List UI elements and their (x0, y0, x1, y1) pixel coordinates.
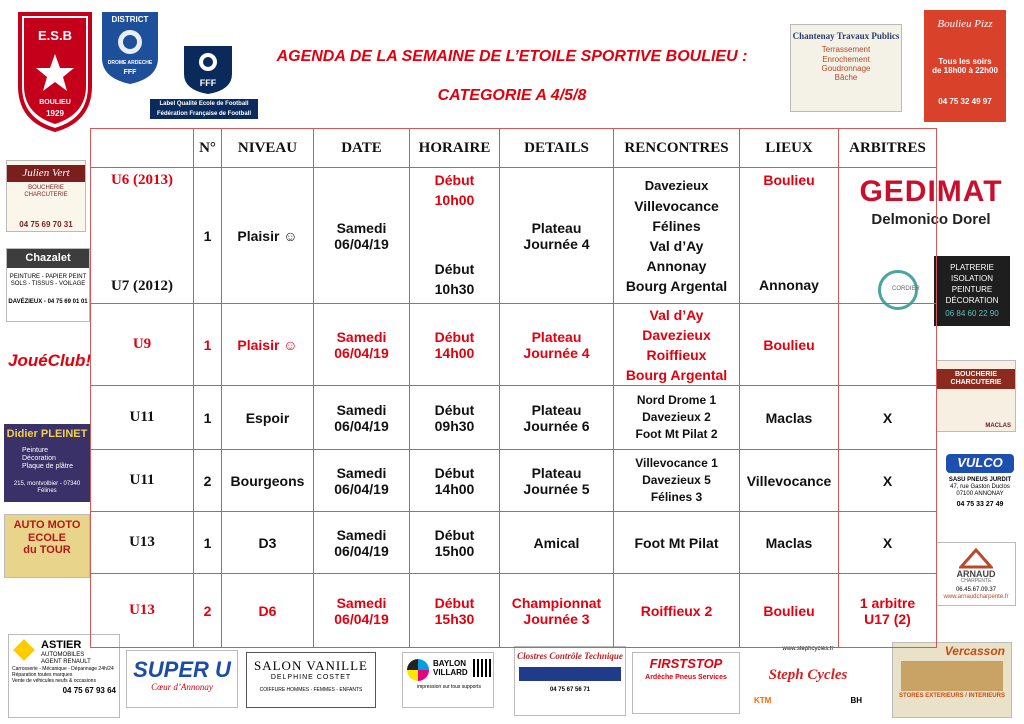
sponsor-clostres (514, 646, 626, 716)
boucherie-place: MACLAS (985, 423, 1011, 430)
arbitres-cell: X (839, 450, 937, 512)
horaire-cell (410, 168, 500, 304)
details-type: Plateau (531, 401, 582, 418)
chazalet-name: Chazalet (7, 249, 89, 268)
date-day: Samedi (336, 328, 387, 345)
auto-moto-l3: du TOUR (23, 544, 71, 557)
details-cell: Amical (500, 512, 614, 574)
chantenay-l5: Bâche (834, 72, 858, 82)
arnaud-sub: CHARPENTE (960, 578, 992, 585)
roof-icon (959, 547, 993, 569)
firststop-name: FIRSTSTOP (649, 656, 723, 671)
super-u-name: SUPER U (133, 657, 231, 682)
firststop-sub: Ardèche Pneus Services (645, 673, 727, 681)
category-u7: U7 (2012) (110, 278, 174, 294)
table-row (91, 450, 937, 512)
vulco-name: VULCO (946, 454, 1014, 473)
date-value: 06/04/19 (334, 417, 389, 434)
table-row (91, 386, 937, 450)
baylon-name: BAYLON VILLARD (433, 659, 468, 677)
date-day: Samedi (336, 594, 387, 611)
sponsor-super-u (126, 650, 238, 708)
horaire-time: 15h30 (434, 610, 475, 627)
lieux-cell (740, 168, 839, 304)
rencontre-item: Annonay (646, 257, 707, 274)
number-cell: 1 (194, 386, 222, 450)
horaire-label: Début (434, 328, 475, 345)
rencontre-item: Roiffieux (646, 346, 707, 363)
vulco-l1: SASU PNEUS JURDIT (948, 476, 1012, 483)
horaire-cell (410, 450, 500, 512)
rencontre-item: Bourg Argental (625, 366, 728, 383)
page-subtitle: CATEGORIE A 4/5/8 (437, 87, 587, 104)
didier-name: Didier PLEINET (6, 428, 88, 440)
cordier-name: CORDIER (892, 286, 920, 292)
details-type: Plateau (531, 328, 582, 345)
salon-owner: DELPHINE COSTET (270, 673, 352, 681)
horaire-label: Début (434, 526, 475, 543)
horaire-label: Début (434, 594, 475, 611)
astier-l1: Carrosserie - Mécanique - Dépannage 24h/24 (12, 666, 114, 673)
stephcycles-name: Steph Cycles (768, 666, 848, 683)
horaire-a-label: Début (434, 172, 475, 188)
header-category (91, 129, 194, 168)
details-type: Plateau (531, 464, 582, 481)
date-value: 06/04/19 (334, 344, 389, 361)
sponsor-baylon (402, 652, 494, 708)
rencontres-cell (614, 450, 740, 512)
table-header-row (91, 129, 937, 168)
astier-l3: Vente de véhicules neufs & occasions (12, 677, 96, 684)
arbitres-cell: X (839, 512, 937, 574)
niveau-cell: Plaisir ☺ (222, 304, 314, 386)
arbitre-line1: 1 arbitre (859, 594, 916, 611)
lieu-a: Boulieu (763, 172, 815, 188)
sponsor-julien-vert (6, 160, 86, 232)
clostres-name: Clostres Contrôle Technique (517, 651, 623, 661)
sponsor-chazalet (6, 248, 90, 322)
rencontre-item: Davezieux (642, 326, 711, 343)
rencontres-cell (614, 304, 740, 386)
chantenay-l4: Goudronnage (821, 63, 871, 73)
pizza-name: Boulieu Pizz (937, 18, 993, 30)
category-cell: U11 (91, 386, 194, 450)
horaire-label: Début (434, 464, 475, 481)
page-title: AGENDA DE LA SEMAINE DE L’ETOILE SPORTIVE BOULIEU : (276, 48, 748, 65)
lieux-cell: Maclas (740, 386, 839, 450)
rencontre-item: Davezieux 5 (642, 473, 711, 487)
sponsor-firststop (632, 652, 740, 714)
esb-logo-name: BOULIEU (39, 99, 71, 106)
date-cell (314, 168, 410, 304)
details-cell (500, 168, 614, 304)
niveau-cell: Espoir (222, 386, 314, 450)
sponsor-vulco (942, 452, 1018, 528)
header-details: DETAILS (500, 129, 614, 168)
horaire-cell (410, 512, 500, 574)
date-day: Samedi (336, 219, 387, 236)
didier-l1: Peinture (22, 446, 49, 454)
category-cell: U11 (91, 450, 194, 512)
clostres-phone: 04 75 67 56 71 (549, 687, 591, 694)
arbitres-cell (839, 574, 937, 648)
table-row (91, 574, 937, 648)
astier-name: ASTIER (41, 639, 82, 651)
lieux-cell: Boulieu (740, 574, 839, 648)
cordier-l1: PLATRERIE (950, 263, 994, 272)
table-row (91, 304, 937, 386)
header-niveau: NIVEAU (222, 129, 314, 168)
niveau-cell: Bourgeons (222, 450, 314, 512)
astier-sub2: AGENT RENAULT (41, 658, 91, 665)
date-cell (314, 304, 410, 386)
details-type: Championnat (511, 594, 602, 611)
horaire-cell (410, 386, 500, 450)
fff-caption-line2: Fédération Française de Football (156, 111, 252, 117)
vulco-l3: 07100 ANNONAY (956, 490, 1004, 497)
chazalet-l3: DAVÉZIEUX - 04 75 69 01 01 (8, 299, 88, 306)
stephcycles-bh: BH (850, 696, 862, 706)
astier-sub1: AUTOMOBILES (41, 651, 85, 658)
date-day: Samedi (336, 401, 387, 418)
sponsor-boulieu-pizza (924, 10, 1006, 122)
header-number: N° (194, 129, 222, 168)
horaire-time: 09h30 (434, 417, 475, 434)
auto-moto-l1: AUTO MOTO (13, 519, 81, 531)
horaire-cell (410, 574, 500, 648)
category-cell: U13 (91, 574, 194, 648)
niveau-cell: Plaisir ☺ (222, 168, 314, 304)
didier-l3: Plaque de plâtre (22, 462, 73, 470)
chantenay-l2: Terrassement (821, 45, 871, 55)
pizza-phone: 04 75 32 49 97 (938, 97, 992, 107)
auto-moto-l2: ECOLE (28, 531, 66, 544)
cordier-phone: 06 84 60 22 90 (945, 309, 999, 318)
district-logo-fff: FFF (123, 69, 137, 76)
horaire-time: 14h00 (434, 480, 475, 497)
lieu-b: Annonay (759, 277, 819, 293)
cordier-l3: PEINTURE (951, 285, 993, 294)
horaire-time: 14h00 (434, 344, 475, 361)
number-cell: 2 (194, 450, 222, 512)
sponsor-didier-pleinet (4, 424, 90, 502)
date-day: Samedi (336, 464, 387, 481)
lieux-cell: Boulieu (740, 304, 839, 386)
super-u-sub: Cœur d’Annonay (151, 682, 213, 693)
details-cell (500, 386, 614, 450)
rencontre-item: Davezieux 2 (642, 410, 711, 424)
sponsor-chantenay (790, 24, 902, 112)
rencontre-item: Davezieux (644, 177, 709, 193)
fff-logo-text: FFF (199, 78, 217, 88)
details-journee: Journée 3 (523, 610, 590, 627)
horaire-a-time: 10h00 (434, 192, 475, 208)
lieux-cell: Maclas (740, 512, 839, 574)
category-cell: U13 (91, 512, 194, 574)
horaire-b-time: 10h30 (434, 281, 475, 297)
chantenay-l3: Enrochement (822, 54, 870, 64)
date-cell (314, 450, 410, 512)
header-arbitres: ARBITRES (839, 129, 937, 168)
table-row (91, 512, 937, 574)
julien-vert-sub: BOUCHERIE CHARCUTERIE (24, 184, 68, 198)
astier-l2: Réparation toutes marques (12, 672, 73, 679)
pizza-hours2: de 18h00 à 22h00 (932, 65, 998, 75)
date-value: 06/04/19 (334, 480, 389, 497)
lieux-cell: Villevocance (740, 450, 839, 512)
niveau-cell: D6 (222, 574, 314, 648)
jouetclub-name: JouéClub! (8, 351, 92, 370)
rencontre-item: Villevocance 1 (635, 456, 718, 470)
gedimat-name: GEDIMAT (859, 175, 1003, 208)
horaire-time: 15h00 (434, 542, 475, 559)
details-cell (500, 304, 614, 386)
header-lieux: LIEUX (740, 129, 839, 168)
esb-logo-top: E.S.B (38, 28, 72, 43)
date-value: 06/04/19 (334, 542, 389, 559)
district-logo-top: DISTRICT (111, 15, 149, 24)
rencontre-item: Villevocance (634, 197, 719, 214)
details-cell (500, 450, 614, 512)
horaire-cell (410, 304, 500, 386)
horaire-b-label: Début (434, 261, 475, 277)
didier-l2: Décoration (22, 454, 56, 462)
rencontre-item: Bourg Argental (625, 277, 728, 294)
sponsor-jouetclub (8, 344, 92, 378)
sponsor-auto-moto (4, 514, 90, 578)
rencontre-item: Nord Drome 1 (636, 393, 717, 407)
details-journee: Journée 4 (523, 235, 590, 252)
district-logo (98, 8, 162, 86)
horaire-label: Début (434, 401, 475, 418)
sponsor-stephcycles (748, 646, 868, 718)
header-date: DATE (314, 129, 410, 168)
julien-vert-name: Julien Vert (7, 165, 85, 182)
chantenay-name: Chantenay Travaux Publics (792, 31, 900, 41)
category-cell: U9 (91, 304, 194, 386)
baylon-sub: impression sur tous supports (417, 684, 481, 690)
arbitres-cell (839, 304, 937, 386)
details-journee: Journée 4 (523, 344, 590, 361)
fff-caption-line1: Label Qualité Ecole de Football (159, 101, 249, 107)
vercasson-sub: STORES EXTERIEURS / INTERIEURS (899, 692, 1005, 699)
arnaud-name: ARNAUD (956, 569, 996, 579)
sponsor-arnaud (936, 542, 1016, 606)
stephcycles-url: www.stephcycles.fr (782, 646, 834, 652)
number-cell: 1 (194, 304, 222, 386)
boucherie-name: BOUCHERIE CHARCUTERIE (937, 369, 1015, 389)
rencontre-item: Félines (652, 217, 701, 234)
details-journee: Journée 6 (523, 417, 590, 434)
stephcycles-ktm: KTM (754, 696, 772, 706)
rencontres-cell (614, 386, 740, 450)
date-value: 06/04/19 (334, 610, 389, 627)
arbitres-cell (839, 168, 937, 304)
rencontre-item: Val d’Ay (649, 306, 704, 323)
chazalet-l2: SOLS - TISSUS - VOILAGE (10, 280, 86, 287)
date-cell (314, 574, 410, 648)
date-value: 06/04/19 (334, 235, 389, 252)
arnaud-web: www.arnaudcharpente.fr (943, 593, 1009, 600)
arbitres-cell: X (839, 386, 937, 450)
details-journee: Journée 5 (523, 480, 590, 497)
didier-addr: 215, montvolbier - 07340 Félines (13, 480, 81, 494)
date-cell (314, 386, 410, 450)
sponsor-boucherie-maclas (936, 360, 1016, 432)
table-row (91, 168, 937, 304)
rencontres-cell (614, 168, 740, 304)
agenda-table (90, 128, 937, 648)
cordier-l2: ISOLATION (950, 274, 994, 283)
sponsor-salon-vanille (246, 652, 376, 708)
salon-name: SALON VANILLE (254, 658, 368, 673)
arnaud-phone: 06.45.67.09.37 (955, 587, 997, 594)
qr-code-icon (473, 659, 491, 677)
julien-vert-phone: 04 75 69 70 31 (19, 220, 73, 230)
rencontre-item: Val d’Ay (649, 237, 704, 254)
fff-logo (178, 44, 238, 96)
salon-sub: COIFFURE HOMMES - FEMMES - ENFANTS (259, 686, 363, 693)
rencontres-cell: Foot Mt Pilat (614, 512, 740, 574)
esb-logo (14, 8, 96, 132)
header-horaire: HORAIRE (410, 129, 500, 168)
rencontres-cell: Roiffieux 2 (614, 574, 740, 648)
details-type: Plateau (531, 219, 582, 236)
sponsor-vercasson (892, 642, 1012, 718)
astier-phone: 04 75 67 93 64 (62, 685, 116, 695)
esb-logo-year: 1929 (46, 109, 64, 118)
cordier-l4: DÉCORATION (945, 296, 999, 305)
number-cell: 1 (194, 512, 222, 574)
arbitre-line2: U17 (2) (864, 610, 911, 627)
header-rencontres: RENCONTRES (614, 129, 740, 168)
gedimat-sub: Delmonico Dorel (871, 211, 991, 228)
vercasson-name: Vercasson (944, 644, 1005, 658)
chazalet-l1: PEINTURE - PAPIER PEINT (9, 273, 87, 280)
category-cell (91, 168, 194, 304)
vulco-phone: 04 75 33 27 49 (956, 500, 1004, 508)
rencontre-item: Foot Mt Pilat 2 (635, 427, 718, 441)
pizza-hours1: Tous les soirs (938, 56, 992, 66)
category-u6: U6 (2013) (110, 172, 174, 188)
number-cell: 1 (194, 168, 222, 304)
details-cell (500, 574, 614, 648)
rencontre-item: Félines 3 (650, 490, 703, 504)
date-cell (314, 512, 410, 574)
number-cell: 2 (194, 574, 222, 648)
niveau-cell: D3 (222, 512, 314, 574)
date-day: Samedi (336, 526, 387, 543)
vulco-l2: 47, rue Gaston Duclos (950, 483, 1010, 490)
district-logo-bottom: DROME ARDECHE (107, 60, 153, 66)
